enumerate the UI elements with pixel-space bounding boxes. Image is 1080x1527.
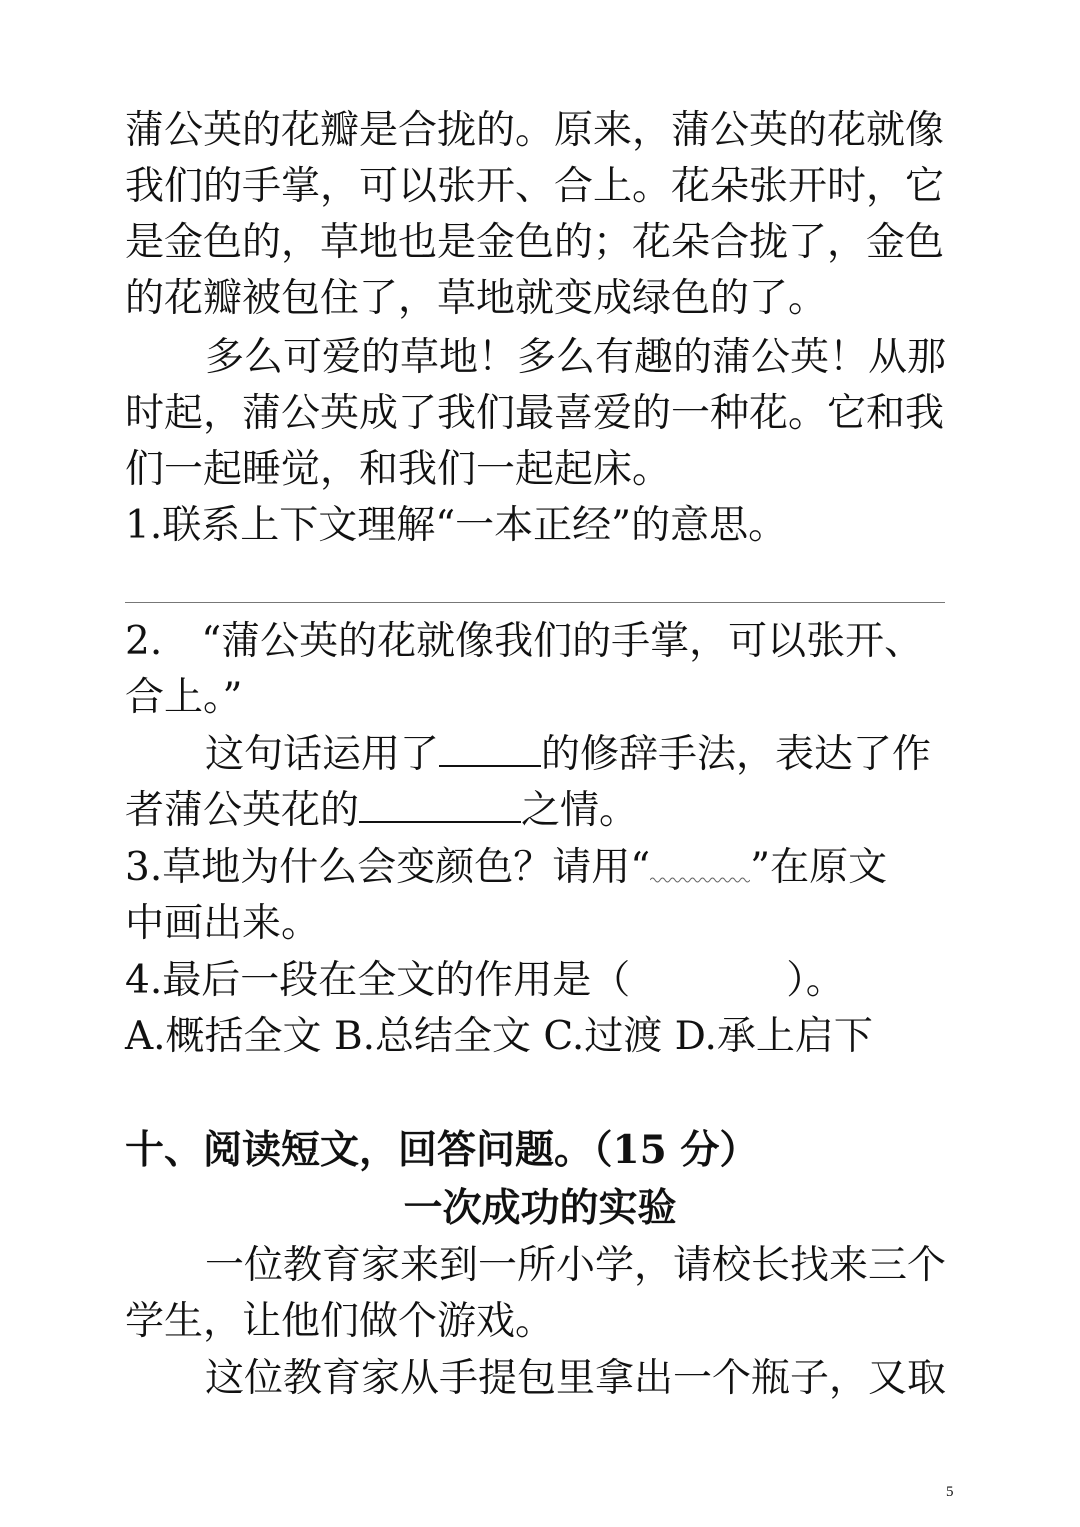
question-4-options: A.概括全文 B.总结全文 C.过渡 D.承上启下 [125,1014,873,1059]
question-3 [125,840,965,896]
story-line: 这位教育家从手提包里拿出一个瓶子，又取 [205,1356,947,1401]
question-3-text: 3.草地为什么会变颜色？请用“ [125,845,651,890]
fill-text: 之情。 [521,788,639,833]
fill-blank-rhetoric[interactable] [439,731,541,767]
passage-line: 是金色的，草地也是金色的；花朵合拢了，金色 [125,220,945,265]
wavy-underline-icon [650,850,750,880]
question-2-cont: 合上。” [125,675,243,720]
question-2: 2. “蒲公英的花就像我们的手掌，可以张开、 [125,619,924,664]
question-4: 4.最后一段在全文的作用是（ ）。 [125,958,845,1003]
fill-blank-feeling[interactable] [359,787,521,823]
question-1: 1.联系上下文理解“一本正经”的意思。 [125,503,788,548]
question-3-text: ”在原文 [750,845,888,890]
passage-line: 我们的手掌，可以张开、合上。花朵张开时，它 [125,164,945,209]
passage-line: 多么可爱的草地！多么有趣的蒲公英！从那 [205,335,947,380]
passage-line: 们一起睡觉，和我们一起起床。 [125,447,672,492]
question-2-fill-line [205,727,1045,783]
section-heading: 十、阅读短文，回答问题。（15 分） [125,1127,759,1173]
question-3-cont: 中画出来。 [125,901,321,946]
story-line: 学生，让他们做个游戏。 [125,1299,555,1344]
passage-line: 的花瓣被包住了，草地就变成绿色的了。 [125,276,828,321]
story-line: 一位教育家来到一所小学，请校长找来三个 [205,1243,947,1288]
question-2-fill-line [125,783,965,839]
story-title: 一次成功的实验 [403,1185,677,1231]
fill-text: 的修辞手法，表达了作 [541,732,932,777]
answer-line[interactable] [125,602,945,603]
page-number: 5 [946,1484,954,1500]
fill-text: 这句话运用了 [205,732,440,777]
passage-line: 蒲公英的花瓣是合拢的。原来，蒲公英的花就像 [125,108,945,153]
fill-text: 者蒲公英花的 [125,788,360,833]
passage-line: 时起，蒲公英成了我们最喜爱的一种花。它和我 [125,391,945,436]
